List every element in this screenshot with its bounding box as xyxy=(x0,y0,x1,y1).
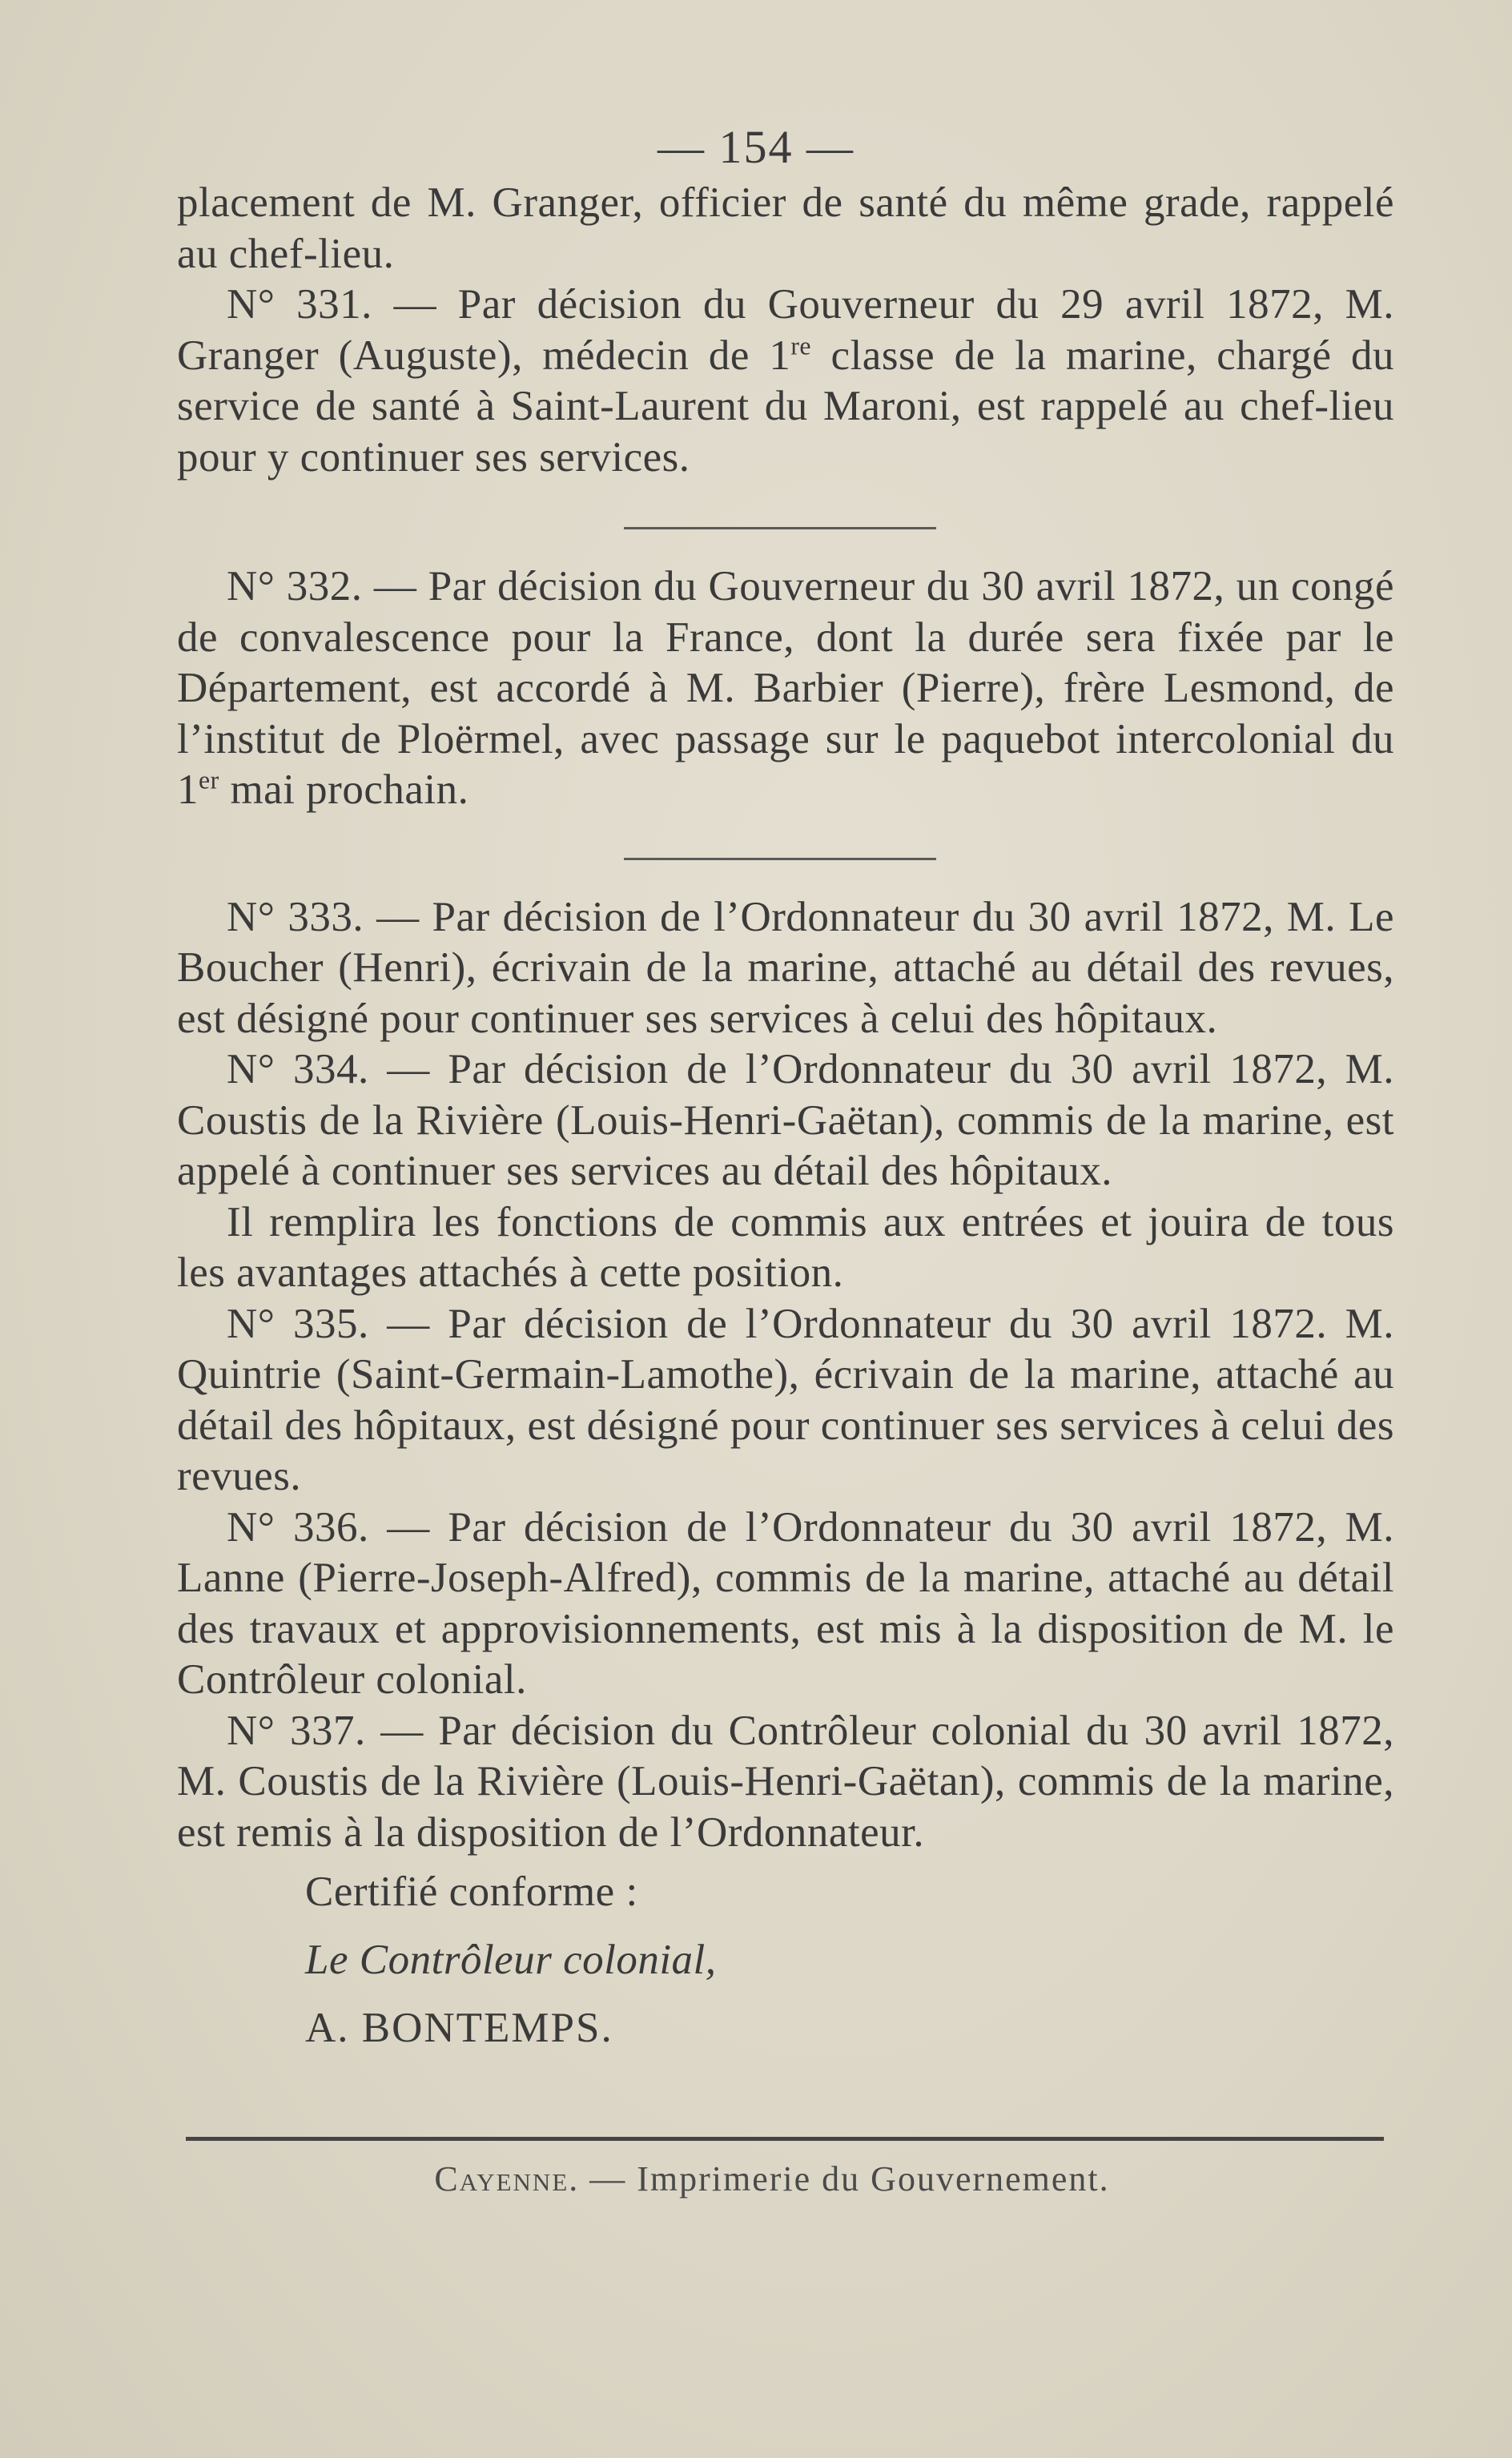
paragraph-331 xyxy=(177,280,1394,483)
paragraph-331-text-end: classe de la marine, chargé du service de santé à Saint-Laurent du Maroni, est rappelé au chef-lieu pour y continuer ses services. xyxy=(177,332,1394,481)
paragraph-332-text-end: mai prochain. xyxy=(219,766,469,813)
signatory-title: Le Contrôleur colonial, xyxy=(305,1937,717,1983)
section-divider xyxy=(624,858,936,860)
imprint-city: Cayenne xyxy=(434,2159,569,2199)
section-divider xyxy=(624,527,936,529)
footer-divider xyxy=(186,2137,1384,2141)
paragraph-333: N° 333. — Par décision de l’Ordonnateur du 30 avril 1872, M. Le Boucher (Henri), écrivain de la marine, attaché au détail des revues, est désigné pour continuer ses services à celui des hôpitaux. xyxy=(177,893,1394,1042)
paragraph-331-text: N° 331. — Par décision du Gouverneur du 29 avril 1872, M. Granger (Auguste), médecin de 1 xyxy=(177,281,1394,379)
paragraph-336: N° 336. — Par décision de l’Ordonnateur du 30 avril 1872, M. Lanne (Pierre-Joseph-Alfred), commis de la marine, attaché au détail des travaux et approvisionnements, est mis à la disposition de M. le Contrôleur colonial. xyxy=(177,1503,1394,1703)
certification-line: Certifié conforme : xyxy=(305,1869,638,1915)
printer-imprint xyxy=(0,2158,1512,2199)
imprint-printer: . — Imprimerie du Gouvernement. xyxy=(569,2159,1110,2199)
paragraph-332-superscript: er xyxy=(199,766,219,795)
paragraph-continuation: placement de M. Granger, officier de santé du même grade, rappelé au chef-lieu. xyxy=(177,179,1394,277)
paragraph-334-continued: Il remplira les fonctions de commis aux entrées et jouira de tous les avantages attachés à cette position. xyxy=(177,1198,1394,1296)
paragraph-332 xyxy=(177,561,1394,816)
paragraph-334: N° 334. — Par décision de l’Ordonnateur du 30 avril 1872, M. Coustis de la Rivière (Louis-Henri-Gaëtan), commis de la marine, est appelé à continuer ses services au détail des hôpitaux. xyxy=(177,1046,1394,1194)
page-number: — 154 — xyxy=(657,121,855,173)
body-text xyxy=(177,178,1394,2062)
signatory-name: A. BONTEMPS. xyxy=(305,2005,613,2051)
paragraph-335: N° 335. — Par décision de l’Ordonnateur du 30 avril 1872. M. Quintrie (Saint-Germain-Lamothe), écrivain de la marine, attaché au détail des hôpitaux, est désigné pour continuer ses services à celui des revues. xyxy=(177,1300,1394,1499)
paragraph-331-superscript: re xyxy=(790,331,812,360)
paragraph-332-text: N° 332. — Par décision du Gouverneur du 30 avril 1872, un congé de convalescence pour la France, dont la durée sera fixée par le Département, est accordé à M. Barbier (Pierre), frère Lesmond, de l’institut de Ploërmel, avec passage sur le paquebot intercolonial du 1 xyxy=(177,563,1394,813)
paragraph-337: N° 337. — Par décision du Contrôleur colonial du 30 avril 1872, M. Coustis de la Rivière (Louis-Henri-Gaëtan), commis de la marine, est remis à la disposition de l’Ordonnateur. xyxy=(177,1707,1394,1856)
